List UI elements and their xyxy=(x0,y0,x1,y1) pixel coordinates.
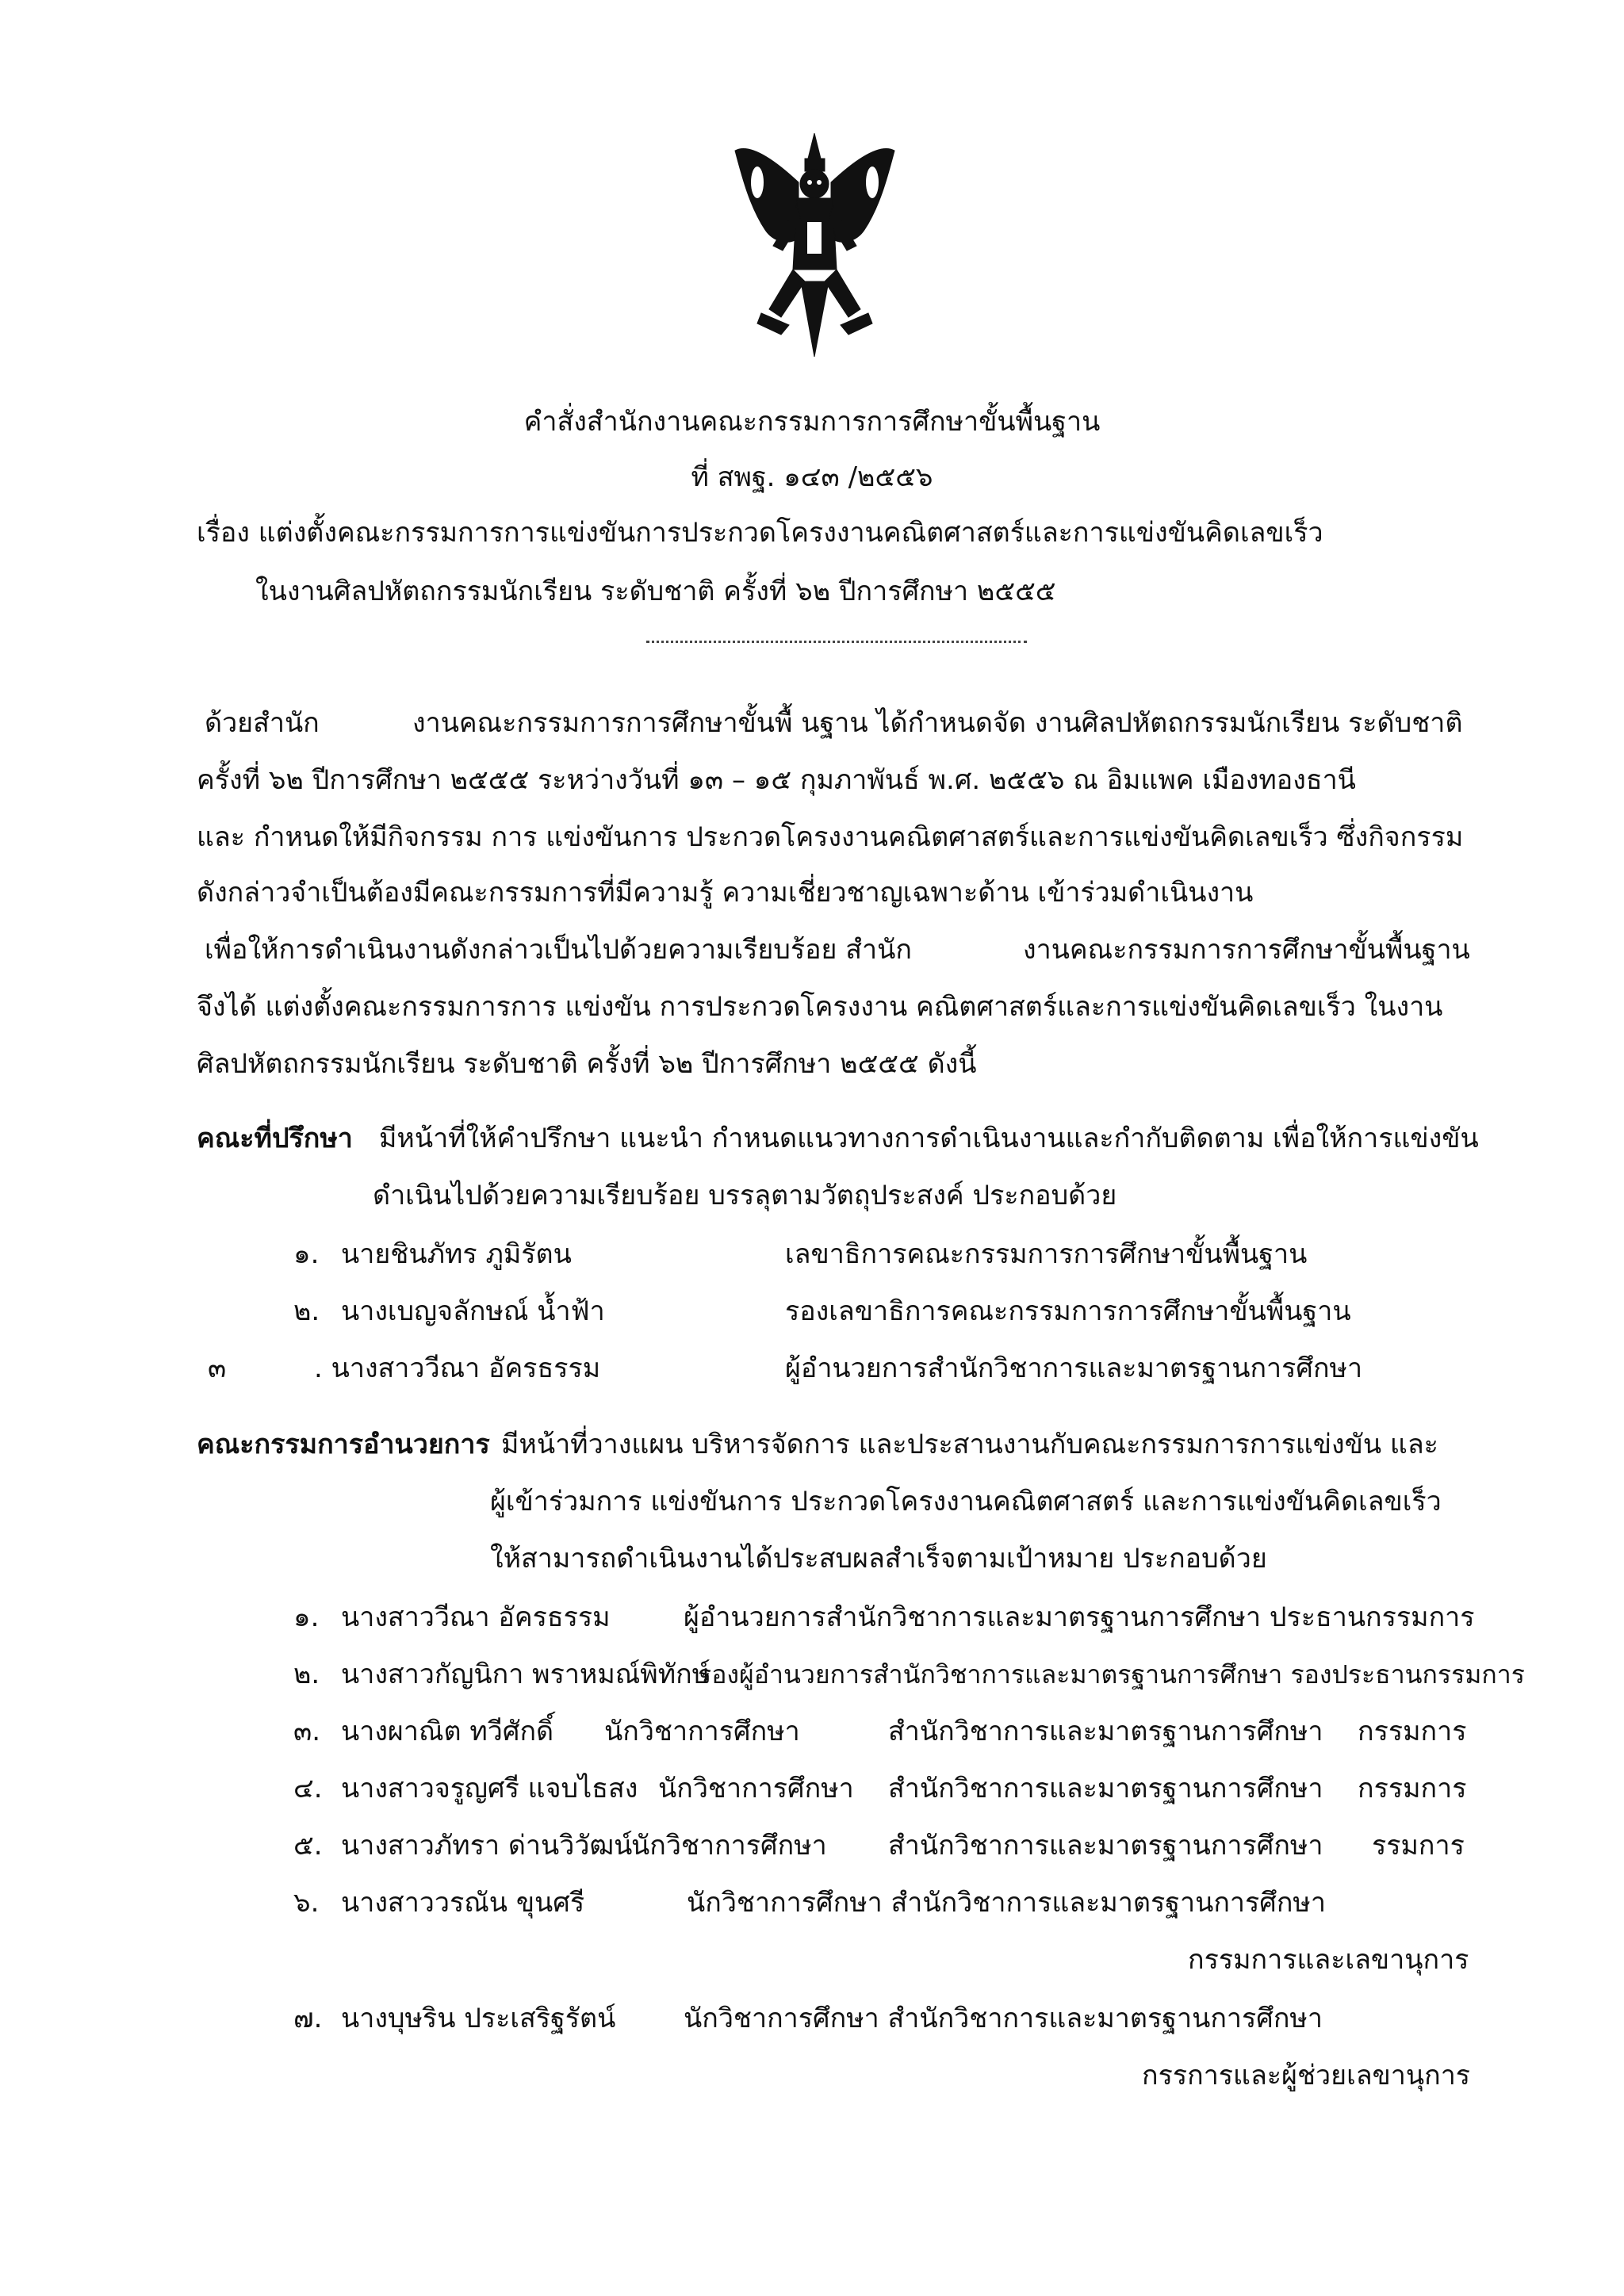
order-title: คำสั่งสำนักงานคณะกรรมการการศึกษาขั้นพื้นฐาน xyxy=(523,406,1101,438)
director-office: สำนักวิชาการและมาตรฐานการศึกษา xyxy=(888,1773,1323,1804)
advisor-name: นางเบญจลักษณ์ น้ำฟ้า xyxy=(341,1295,605,1327)
advisors-duty-line1: มีหน้าที่ให้คำปรึกษา แนะนำ กำหนดแนวทางการดำเนินงานและกำกับติดตาม เพื่อให้การแข่งขัน xyxy=(379,1123,1479,1154)
intro-p1-line1-b: งานคณะกรรมการการศึกษาขั้นพื้ นฐาน ได้กำหนดจัด งานศิลปหัตถกรรมนักเรียน ระดับชาติ xyxy=(412,707,1463,739)
director-number: ๑. xyxy=(293,1601,320,1633)
directors-duty-line2: ผู้เข้าร่วมการ แข่งขันการ ประกวดโครงงานคณิตศาสตร์ และการแข่งขันคิดเลขเร็ว xyxy=(490,1486,1442,1517)
director-role: กรรมการ xyxy=(1358,1773,1467,1804)
director-name: นางสาวภัทรา ด่านวิวัฒน์ xyxy=(341,1830,633,1862)
advisor-number: ๓ xyxy=(208,1353,227,1384)
intro-p1-line4: ดังกล่าวจำเป็นต้องมีคณะกรรมการที่มีความรู้ ความเชี่ยวชาญเฉพาะด้าน เข้าร่วมดำเนินงาน xyxy=(197,877,1254,909)
intro-p2-line1-a: เพื่อให้การดำเนินงานดังกล่าวเป็นไปด้วยความเรียบร้อย สำนัก xyxy=(205,934,912,966)
subject-line-2: ในงานศิลปหัตถกรรมนักเรียน ระดับชาติ ครั้งที่ ๖๒ ปีการศึกษา ๒๕๕๕ xyxy=(255,576,1056,607)
garuda-emblem-icon xyxy=(726,127,904,365)
director-title: นักวิชาการศึกษา xyxy=(631,1830,827,1862)
director-number: ๗. xyxy=(293,2003,323,2034)
order-number: ที่ สพฐ. ๑๔๓ /๒๕๕๖ xyxy=(691,461,933,493)
director-name: นางสาววีณา อัครธรรม xyxy=(341,1601,611,1633)
advisor-number: ๒. xyxy=(293,1295,320,1327)
intro-p2-line3: ศิลปหัตถกรรมนักเรียน ระดับชาติ ครั้งที่ ๖๒ ปีการศึกษา ๒๕๕๕ ดังนี้ xyxy=(197,1048,977,1080)
director-name: นางบุษริน ประเสริฐรัตน์ xyxy=(341,2003,616,2034)
advisor-position: เลขาธิการคณะกรรมการการศึกษาขั้นพื้นฐาน xyxy=(785,1238,1308,1270)
director-name: นางผาณิต ทวีศักดิ์ xyxy=(341,1716,554,1747)
director-office: สำนักวิชาการและมาตรฐานการศึกษา xyxy=(888,1716,1323,1747)
advisors-duty-line2: ดำเนินไปด้วยความเรียบร้อย บรรลุตามวัตถุประสงค์ ประกอบด้วย xyxy=(373,1180,1117,1211)
director-title: นักวิชาการศึกษา xyxy=(658,1773,854,1804)
director-number: ๖. xyxy=(293,1887,320,1919)
intro-p1-line2: ครั้งที่ ๖๒ ปีการศึกษา ๒๕๕๕ ระหว่างวันที่ ๑๓ – ๑๕ กุมภาพันธ์ พ.ศ. ๒๕๕๖ ณ อิมแพค เมืองทองธานี xyxy=(197,764,1356,796)
intro-p2-line2: จึงได้ แต่งตั้งคณะกรรมการการ แข่งขัน การประกวดโครงงาน คณิตศาสตร์และการแข่งขันคิดเลขเร็ว ในงาน xyxy=(197,991,1443,1023)
intro-p1-line3: และ กำหนดให้มีกิจกรรม การ แข่งขันการ ประกวดโครงงานคณิตศาสตร์และการแข่งขันคิดเลขเร็ว ซึ่งกิจกรรม xyxy=(197,821,1464,853)
director-position: รองผู้อำนวยการสำนักวิชาการและมาตรฐานการศึกษา รองประธานกรรมการ xyxy=(698,1659,1525,1689)
intro-p1-line1-a: ด้วยสำนัก xyxy=(205,707,320,739)
divider-dotted xyxy=(646,641,1027,643)
intro-p2-line1-b: งานคณะกรรมการการศึกษาขั้นพื้นฐาน xyxy=(1023,934,1470,966)
director-name: นางสาววรณัน ขุนศรี xyxy=(341,1887,585,1919)
advisor-position: รองเลขาธิการคณะกรรมการการศึกษาขั้นพื้นฐาน xyxy=(785,1295,1351,1327)
director-role: รรมการ xyxy=(1372,1830,1465,1862)
advisor-number: ๑. xyxy=(293,1238,320,1270)
director-number: ๒. xyxy=(293,1659,320,1690)
director-number: ๕. xyxy=(293,1830,323,1862)
director-number: ๓. xyxy=(293,1716,321,1747)
director-position: ผู้อำนวยการสำนักวิชาการและมาตรฐานการศึกษา ประธานกรรมการ xyxy=(684,1601,1475,1633)
advisor-name: นายชินภัทร ภูมิรัตน xyxy=(341,1238,572,1270)
director-name: นางสาวจรูญศรี แจบไธสง xyxy=(341,1773,638,1804)
director-role: กรรมการ xyxy=(1358,1716,1467,1747)
director-position: นักวิชาการศึกษา สำนักวิชาการและมาตรฐานการศึกษา xyxy=(687,1887,1326,1919)
directors-duty-line1: มีหน้าที่วางแผน บริหารจัดการ และประสานงานกับคณะกรรมการการแข่งขัน และ xyxy=(501,1429,1438,1460)
director-role: กรรการและผู้ช่วยเลขานุการ xyxy=(1142,2060,1471,2091)
advisor-position: ผู้อำนวยการสำนักวิชาการและมาตรฐานการศึกษา xyxy=(785,1353,1363,1384)
advisor-name: . นางสาววีณา อัครธรรม xyxy=(314,1353,601,1384)
director-office: สำนักวิชาการและมาตรฐานการศึกษา xyxy=(888,1830,1323,1862)
advisors-heading: คณะที่ปรึกษา xyxy=(197,1123,353,1154)
director-title: นักวิชาการศึกษา xyxy=(604,1716,800,1747)
director-position: นักวิชาการศึกษา สำนักวิชาการและมาตรฐานการศึกษา xyxy=(684,2003,1323,2034)
director-name: นางสาวกัญนิกา พราหมณ์พิทักษ์ xyxy=(341,1659,710,1690)
director-role: กรรมการและเลขานุการ xyxy=(1188,1944,1469,1976)
directors-heading: คณะกรรมการอำนวยการ xyxy=(197,1429,490,1460)
directors-duty-line3: ให้สามารถดำเนินงานได้ประสบผลสำเร็จตามเป้าหมาย ประกอบด้วย xyxy=(490,1543,1267,1575)
director-number: ๔. xyxy=(293,1773,323,1804)
subject-line-1: เรื่อง แต่งตั้งคณะกรรมการการแข่งขันการประกวดโครงงานคณิตศาสตร์และการแข่งขันคิดเลขเร็ว xyxy=(197,517,1323,549)
